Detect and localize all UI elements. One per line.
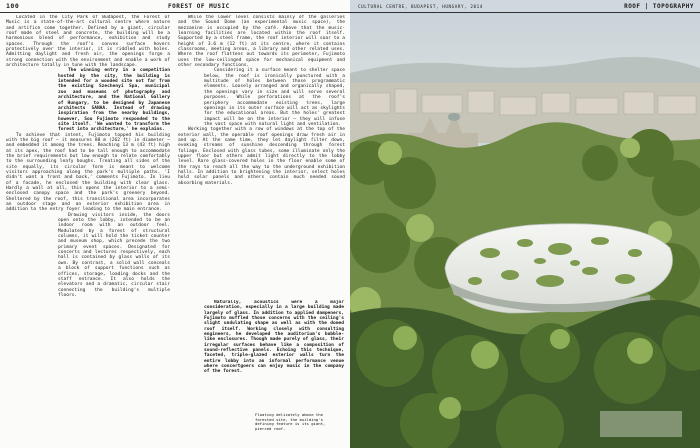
paragraph: Considering it a surface meant to shelter space below, the roof is ironically punctured with a multitude of holes between those programmatic elements. Loosely arranged and organically shaped, the openings vary in size and will serve several purposes. While perforations at the roof's periphery accommodate existing trees, large openings in its outer surface will act as skylights for the educational areas. But the holes' greatest impact will be on the interior – they will infuse the vast space with natural light and ventilation. — [204, 68, 345, 127]
text-column-3 — [204, 300, 344, 380]
article-title: FOREST OF MUSIC — [168, 2, 230, 10]
right-page — [350, 0, 700, 448]
caption-backdrop — [600, 411, 682, 437]
section-label: ROOF | TOPOGRAPHY — [624, 2, 694, 10]
paragraph — [6, 68, 170, 132]
paragraph — [204, 300, 344, 375]
paragraph-text: Naturally, acoustics were a major consideration, especially in a large building made largely of glass. In addition to applied dampeners, Fujimoto muffled those concerns with the ceiling's slight undulating shape as well as with the domed roof itself. Working closely with consulting engineers, he developed the auditorium's bubble-like enclosures. Though made purely of glass, their irregular surfaces behave like a composition of sound-reflective panels. Echoing this technique, faceted, triple-glazed exterior walls turn the entire lobby into an informal performance venue where concertgoers can enjoy music in the company of the forest. — [204, 300, 344, 375]
paragraph: To achieve that intent, Fujimoto topped his building with the big roof – it measures 80 m (262 ft) in diameter – and embedded it among the trees. Reaching 13 m (43 ft) high at its apex, the roof had to be tall enough to accommodate the brief requirements but low enough to relate comfortably to the surrounding leafy boughs. Treating all sides of the site equally, its circular form is meant to welcome visitors approaching along the park's multiple paths. 'I didn't want a front and back,' comments Fujimoto. In lieu of a facade, he enclosed the building with clear glass. Hardly a wall at all, this opens the interior to a semi-enclosed canopy space and the park's greenery beyond. Sheltered by the roof, this transitional area incorporates an outdoor stage and an exterior exhibition area in addition to the entry foyer leading to the main entrance. — [6, 132, 170, 213]
paragraph: Drawing visitors inside, the doors open onto the lobby, intended to be an indoor room with an outdoor feel. Modulated by a forest of structural columns, it will hold the ticket counter and museum shop, which precede the two primary event spaces. Designated for concerts and lectures respectively, each hall is contained by glass walls of its own. By contrast, a solid wall conceals a block of support functions such as offices, storage, loading docks and the staff entrance. It also holds the elevators and a dramatic, circular stair connecting the building's multiple floors. — [58, 212, 170, 298]
paragraph: While the lower level consists mainly of the galleries and the Sound Dome (an experimental music space), the mezzanine is occupied by the café. Above that the music-learning facilities are located within the roof itself. Supported by a steel frame, the roof interior will soar to a height of 3.6 m (12 ft) at its centre, where it contains classrooms, meeting areas, a library and other related uses. Where the roof flattens out towards its perimeter, Fujimoto uses the low-ceilinged space for mechanical equipment and other secondary functions. — [178, 15, 345, 69]
left-page-header — [6, 0, 346, 12]
project-location: CULTURAL CENTRE, BUDAPEST, HUNGARY, 2014 — [358, 3, 483, 9]
paragraph: Working together with a row of windows at the top of the exterior wall, the operable roof openings draw fresh air in and up. At the same time, they let daylight filter down, evoking streams of sunshine descending through forest foliage. Enclosed with glass tubes, some illuminate only the upper floor but others admit light directly to the lobby level. Rare glass-covered holes in the floor enable some of the rays to reach all the way to the underground exhibition halls. In addition to brightening the interior, select holes hold solar panels and others contain much needed sound absorbing materials. — [178, 127, 345, 186]
text-column-1 — [6, 15, 170, 365]
header-rule — [0, 12, 350, 13]
page-number: 100 — [6, 2, 20, 10]
header-rule-right — [350, 12, 700, 13]
right-page-header — [358, 0, 694, 12]
text-column-2 — [178, 15, 345, 315]
paragraph-text: The winning entry in a competition hosted by the city, the building is intended for a wooded site not far from the existing Szechenyi Spa, municipal zoo and museums of photography and architecture, and the National Gallery of Hungary, to be designed by Japanese architects SANAA. Instead of drawing inspiration from the nearby buildings, however, Sou Fujimoto responded to the site itself. 'We wanted to transform the forest into architecture,' he explains. — [58, 68, 170, 133]
photo-caption: Floating delicately above the forested site, the building's defining feature is its giant, pierced roof. — [255, 412, 326, 432]
paragraph: Located in the City Park of Budapest, the Forest of Music is a state-of-the-art cultural centre where nature and artifice come together. Defined by a giant, circular roof made of steel and concrete, the building will be a harmonious blend of performance, exhibition and study spaces. Through the roof's convex surface hovers protectively over the interior, it is riddled with holes. Admitting daylight and fresh air, the openings forge a strong connection with the environment and enable a work of architecture totally in tune with the landscape. — [6, 15, 170, 69]
building-rendering-image — [350, 13, 700, 448]
